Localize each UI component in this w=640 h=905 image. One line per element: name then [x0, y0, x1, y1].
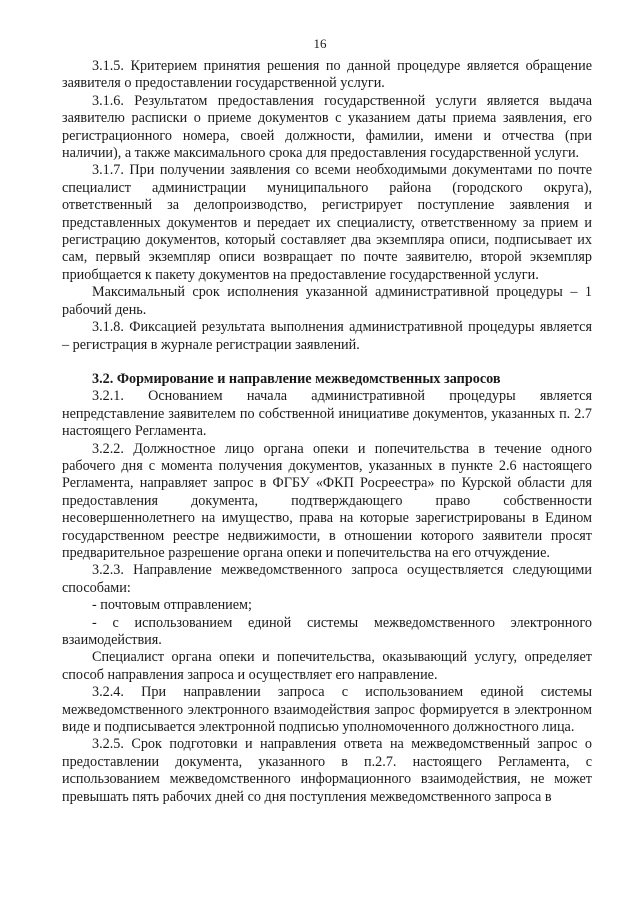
paragraph-3-1-8: 3.1.8. Фиксацией результата выполнения административной процедуры является – регистрация в журнале регистрации заявлений. — [62, 319, 592, 353]
section-heading-3-2: 3.2. Формирование и направление межведомственных запросов — [92, 370, 501, 387]
document-body — [62, 58, 592, 806]
list-item-postal: - почтовым отправлением; — [92, 597, 252, 614]
paragraph-3-2-2: 3.2.2. Должностное лицо органа опеки и попечительства в течение одного рабочего дня с момента получения документов, указанных в пункте 2.6 настоящего Регламента, направляет запрос в ФГБУ «ФКП Росреестра» по Курской области для предоставления документа, подтверждающего право собственности несовершеннолетнего на имущество, права на которые зарегистрированы в Едином государственном реестре недвижимости, в отношении которого заявители просят предварительное разрешение органа опеки и попечительства на его отчуждение. — [62, 440, 592, 561]
list-item-electronic: - с использованием единой системы межведомственного электронного взаимодействия. — [62, 614, 592, 648]
paragraph-max-term: Максимальный срок исполнения указанной административной процедуры – 1 рабочий день. — [62, 284, 592, 318]
page-number: 16 — [313, 36, 327, 51]
paragraph-3-1-5: 3.1.5. Критерием принятия решения по данной процедуре является обращение заявителя о предоставлении государственной услуги. — [62, 58, 592, 92]
paragraph-3-2-1: 3.2.1. Основанием начала административной процедуры является непредставление заявителем по собственной инициативе документов, указанных п. 2.7 настоящего Регламента. — [62, 388, 592, 440]
paragraph-3-2-3: 3.2.3. Направление межведомственного запроса осуществляется следующими способами: — [62, 562, 592, 596]
paragraph-3-1-6: 3.1.6. Результатом предоставления государственной услуги является выдача заявителю расписки о приеме документов с указанием даты приема заявления, его регистрационного номера, своей должности, фамилии, имени и отчества (при наличии), а также максимального срока для предоставления государственной услуги. — [62, 92, 592, 162]
paragraph-3-2-4: 3.2.4. При направлении запроса с использованием единой системы межведомственного электронного взаимодействия запрос формируется в электронном виде и подписывается электронной подписью уполномоченного должностного лица. — [62, 684, 592, 736]
paragraph-3-1-7: 3.1.7. При получении заявления со всеми необходимыми документами по почте специалист администрации муниципального района (городского округа), ответственный за делопроизводство, регистрирует поступление заявления и представленных документов и передает их специалисту, ответственному за прием и регистрацию документов, который составляет два экземпляра описи, подписывает их сам, первый экземпляр описи возвращает по почте заявителю, второй экземпляр приобщается к пакету документов на предоставление государственной услуги. — [62, 162, 592, 283]
paragraph-3-2-5: 3.2.5. Срок подготовки и направления ответа на межведомственный запрос о предоставлении документа, указанного в п.2.7. настоящего Регламента, с использованием межведомственного информационного взаимодействия, не может превышать пять рабочих дней со дня поступления межведомственного запроса в — [62, 736, 592, 805]
paragraph-specialist: Специалист органа опеки и попечительства, оказывающий услугу, определяет способ направления запроса и осуществляет его направление. — [62, 649, 592, 683]
